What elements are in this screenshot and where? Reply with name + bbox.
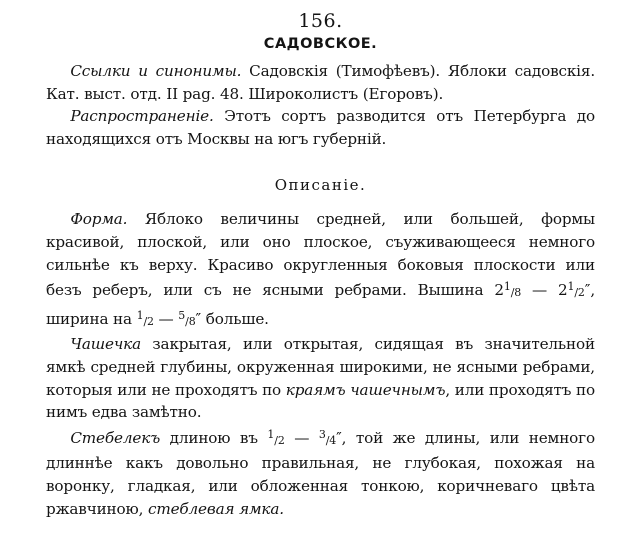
form-text-2: , ширина на <box>46 281 595 328</box>
page-number: 156. <box>298 10 343 32</box>
stem-fraction-1-numerator: 1 <box>267 427 275 441</box>
form-paragraph <box>46 208 595 333</box>
distribution-paragraph <box>46 105 595 150</box>
stem-dash: — <box>284 428 319 447</box>
height-fraction-1-denominator: /8 <box>510 286 522 300</box>
links-synonyms-text: Садовскія (Тимофѣевъ). Яблоки садовскія. Кат. выст. отд. II pag. 48. Широколистъ (Егоровъ). <box>46 62 596 103</box>
stem-text-2: , той же длины, или немного длиннѣе какъ довольно правильная, не глубокая, похожая на воронку, гладкая, или обложенная тонкою, коричневаго цвѣта ржавчиною, <box>46 428 595 518</box>
width-fraction-1-numerator: 1 <box>136 308 144 322</box>
width-dash: — <box>153 309 179 328</box>
width-unit: ″ <box>195 309 202 328</box>
links-synonyms-lead: Ссылки и синонимы. <box>70 62 242 80</box>
cup-italic-phrase: краямъ чашечнымъ <box>285 380 446 399</box>
stem-lead: Стебелекъ <box>70 428 161 447</box>
cup-text-2: , или проходятъ по нимъ едва замѣтно. <box>46 380 595 422</box>
height-fraction-2-denominator: /2 <box>574 286 585 300</box>
stem-text-1: длиною въ <box>160 428 268 447</box>
links-synonyms-paragraph <box>46 60 595 105</box>
height-fraction-1-numerator: 1 <box>503 280 511 294</box>
stem-paragraph <box>46 424 595 520</box>
stem-fraction-2-denominator: /4 <box>325 433 337 447</box>
stem-italic-end: стеблевая ямка. <box>147 499 284 518</box>
cup-paragraph <box>46 333 595 423</box>
description-heading: Описаніе. <box>274 176 367 195</box>
stem-fraction-1-denominator: /2 <box>274 433 285 447</box>
form-text-1: Яблоко величины средней, или большей, формы красивой, плоской, или оно плоское, съуживающееся немного сильнѣе къ верху. Красиво округленныя боковыя плоскости или безъ реберъ, или съ не ясными ребрами. Вышина 2 <box>46 210 595 300</box>
height-unit: ″ <box>584 281 591 300</box>
stem-unit: ″ <box>336 428 342 447</box>
form-lead: Форма. <box>70 210 128 229</box>
stem-fraction-2-numerator: 3 <box>318 427 326 441</box>
width-fraction-2-numerator: 5 <box>178 308 186 322</box>
height-fraction-2-numerator: 1 <box>567 280 575 294</box>
cup-text-1: закрытая, или открытая, сидящая въ значительной ямкѣ средней глубины, окруженная широкими, не ясными ребрами, которыя или не проходятъ по <box>46 335 595 399</box>
width-fraction-2-denominator: /8 <box>185 314 196 328</box>
height-dash: — 2 <box>521 281 568 300</box>
width-fraction-1-denominator: /2 <box>143 314 154 328</box>
form-text-3: больше. <box>201 309 269 328</box>
cup-lead: Чашечка <box>70 335 142 354</box>
variety-title: САДОВСКОЕ. <box>263 36 378 52</box>
document-page <box>0 10 617 548</box>
distribution-lead: Распространеніе. <box>70 107 214 126</box>
distribution-text: Этотъ сортъ разводится отъ Петербурга до находящихся отъ Москвы на югъ губерній. <box>46 107 595 148</box>
